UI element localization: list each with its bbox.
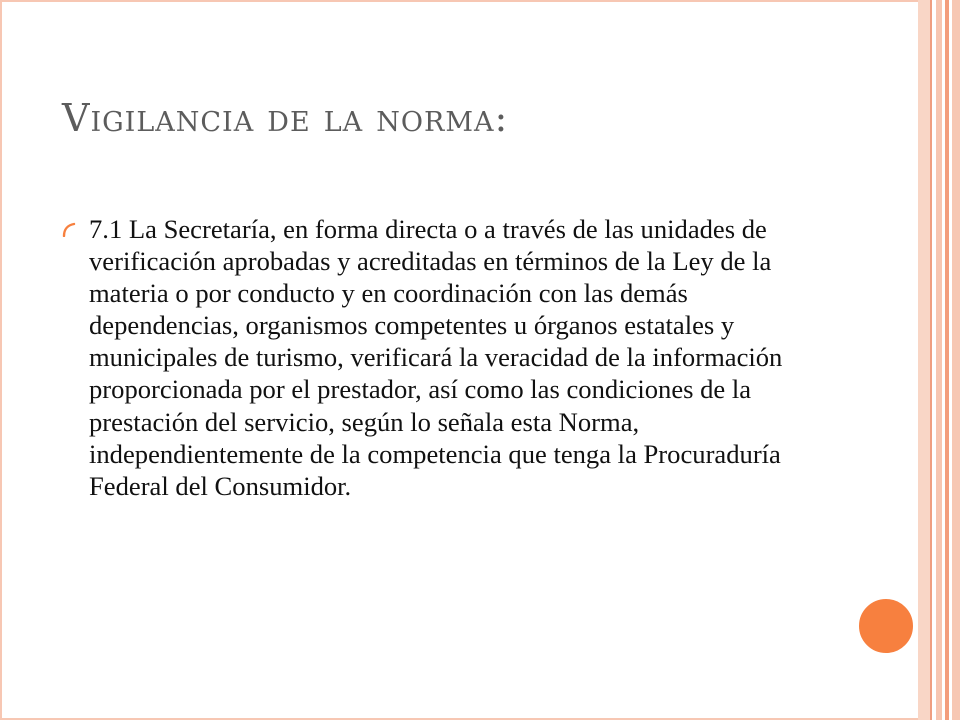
slide-body [62,213,842,502]
arc-bullet-icon [62,221,76,237]
frame-top-line [0,0,960,2]
orange-circle-decoration [856,596,916,656]
bullet-text: 7.1 La Secretaría, en forma directa o a través de las unidades de verificación aprobadas y acreditadas en términos de la Ley de la materia o por conducto y en coordinación con las demás dependencias, organismos competentes u órganos estatales y municipales de turismo, verificará la veracidad de la información proporcionada por el prestador, así como las condiciones de la prestación del servicio, según lo señala esta Norma, independientemente de la competencia que tenga la Procuraduría Federal del Consumidor. [89,214,783,501]
bullet-item [62,213,842,502]
right-stripe [952,0,960,720]
frame-left-line [0,0,2,720]
right-stripe [918,0,930,720]
slide-title: Vigilancia de la norma: [62,96,509,140]
